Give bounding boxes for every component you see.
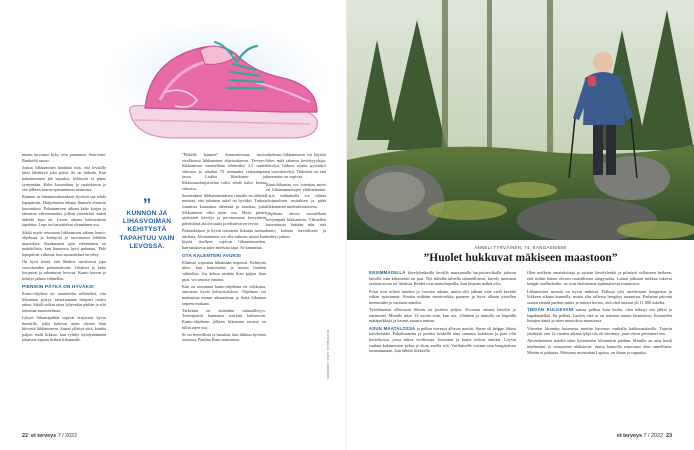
paragraph: Kun on seurannut kunto-ohjelmaa eri viikkoina, saavuttaa hyvät kehitystulokset. Ohjelmaa voi mukauttaa omaan aikatauluun ja lisätä liikuntaa tarpeen mukaan. (182, 283, 266, 306)
page-number: 23 (666, 433, 672, 439)
paragraph-text: ja pellon vieressä alkavat metsät. Sinne oli helppo lähteä kävelemään. Pukuhuonetta ja puiden keskellä aina samasta kohdasta ja pian olin kosteikossa, jossa näkee vesilintuja. Joutsenet ja kurjet tulivat tutuiksi. Löysin vanhan kalamiesten polun ja aloin astella sitä. Vaellukselle tosiaan sain hengityksen tasaantumaan, kun lähdin liikkeelle. (369, 325, 516, 354)
magazine-name: et terveys (31, 433, 57, 439)
forest-woman-image (347, 0, 694, 240)
paragraph (527, 307, 672, 324)
paragraph (369, 326, 516, 355)
paragraph: ohjelman liikkumiseen voi käyttää lähes mitä tahansa kestävyyslajia: kävelyä, hiihtoa, uintia, pyöräilyä tai sauvakävelyä. Tärkeintä on, että kuormitus on sopivaa. (266, 152, 326, 180)
paragraph-text: Olen melkein omaishoitaja ja ajoitan kävelylenkit ja pihatyöt sellaiseen hetkeen, että tiedän hänen olevan rauhallisena sängyssään. Laitan jalkaani mikkaa tukevat kengät vaelluslenkit, ne ovat ehdottomat epätasaisessa maastossa. (527, 270, 672, 287)
paragraph: Tärkeintä on kuitenkin säännöllisyys. Treenipäivät kannattaa merkitä kalenteriin. Kunto-ohjelman jälkeen liikunnan tavasta on tullut arjen osa. (182, 307, 266, 330)
right-page (347, 0, 694, 450)
lead-in: ENSIMMÄISILLÄ (369, 270, 406, 275)
paragraph (527, 270, 672, 287)
paragraph: Elimistö sopeutuu liikuntaan nopeasti. Kehitystä tulee, kun harjoittelua ja muuta lisätään vähitellen. Jos kehoa rasittaa liian paljon liian pian, voi seurata vamma. (182, 259, 266, 282)
pull-quote-text: KUNNON JA LIHASVOIMAN KEHITYSTÄ TAPAHTUU VAIN LEVOSSA. (119, 210, 175, 250)
paragraph (369, 270, 516, 287)
paragraph-text: Lähimetsien maasto on hyvin mäkistä. Polkuja ylös asteltessani hengästyn ja liikkeen aikana kunnolla, mutta alas tullessa hengitys tasaantuu. Parhaina päivinä saatan viettää parikin tuntia ja mittari kertoo, että olen ottanut yli 11 000 askelta. (527, 288, 672, 305)
paragraph-text: kävelylenkeillä kevällä muutamalla harjoitusviikolla jaksoin kävellä vain kilometrin tai pari. Nyt hiihdän talvella säännöllisesti, kävely metsässä rasittaa aivan eri lihaksia. Reidet ovat maitohapoilla, kun kiipeän mäkiä ylös. (369, 270, 516, 287)
paragraph-text: Työelämässä olleessani liikuin tai juoksin paljon. Koronan aikana kävelin jo enemmän. Minulle tulee 12 vuotta siitä, kun nyt, yllättäen ja minulla on häpeällä mätäpaikkoja ja kaunis maasto tuntuu. (369, 307, 516, 324)
paragraph: Kunnon ja liikuntavaikutuksen hyvästä saa tehdä lepopäivän. Harjoitusten aikana ihmisen elimistö kuormittuu. Palautumisen aikana keho korjaa ja rakentuu vahvemmaksi, jolloin ymmärtää, miten tärkeää lepo on. Levon aikana kehittymistä tapahtuu. Lepo on harjoittelun olennainen osa. (22, 194, 106, 228)
paragraph-text: samaa polkua kuin karhu, olen nähnyt sen jälkiä ja käpälänjälkiä. En pelkää. Luulen, että se on tottunut minun läsnäoloon. Kuuntelen lintujen ääniä ja näen muutoksia maastossa. (527, 307, 672, 324)
photo-caption: ANNELI TYRVÄINEN, 74, KANGASNIEMI (474, 245, 567, 250)
paragraph: Kuntoliikuntaa voi toteuttaa myös eri liikuntamuotojen yhdistelmänä. Lajia vaihtamalla voi välttää yksipuolisen rasituksen ja pitää liikkumisen mielenkiintoisena. (266, 181, 326, 209)
running-shoe-illustration (105, 20, 330, 155)
lead-in: ASUN MAATALOSSA (369, 325, 416, 331)
paragraph: Lyhyet liikuntapätkät sopivat erityisesti hyvin ihmisille, jotka kokevat arjen olevan liian kiireistä liikkumiseen. Saatat yllättyä siitä, kuinka paljon ehdit liikkua, kun ryhdyt hyödyntämään jokaisen vapaan hetken liikunnalle. (22, 315, 106, 343)
paragraph (369, 289, 516, 306)
paragraph: minen turvottaa kyky ovat paranneet, Saar-man-Bartholdi sanoo. (22, 152, 106, 163)
page-number: 22 (22, 433, 28, 439)
text-column-1 (369, 270, 516, 430)
subheading: PIENIKIN PÄTKÄ ON HYVÄKSI (22, 284, 94, 290)
paragraph: Ohjelman alussa suositellaan kevyempää liikkumista. Vähitellen kuormitusta lisätään niin, että kunto kohoaa turvallisesti ja kehitys jatkuu. (266, 211, 326, 239)
subheading: OTA KALENTERI AVUKSI (182, 253, 241, 259)
paragraph: Se on terveellistä ja hauskaa, kun liikkuu hyvässä seurassa, Paulina Husu muistuttaa. (182, 331, 266, 343)
paragraph: On hyvä tietää, että lihakset tarvitsevat jopa vuorokauden palautuakseen. Lihakset ja keho korjaavat ja rakentuvat levossa. Kunto kasvaa ja kehitys jatkuu vähitellen. (22, 259, 106, 281)
magazine-name: et terveys (616, 433, 643, 439)
text-column-1 (22, 152, 106, 424)
lead-in: TIEDÄN KULKEVANI (527, 307, 574, 312)
paragraph: Sikäli myös seurataan liikkumisen aikana kunto-ohjelmaa ja kehitystä ja tarvittaessa tehdään muutoksia. Kuukausien ajan eteneminen on mahdollista, kun kunnossa hyvä palautuu. Pidä lepopäivät viikossa, kun suunnitelma on tehty. (22, 229, 106, 257)
pull-quote (118, 195, 176, 251)
paragraph: Pitkäaikainen ja hyvin toteutettu liikunta tuottaa tuloksia. Aloittaminen voi olla vaikeaa, mutta kun löytää itselleen sopivan liikuntamuodon, harrastuksesta tulee mieluisa tapa. Se kannattaa. (182, 227, 266, 250)
shoe-icon (105, 20, 330, 155)
quote-mark-icon: ” (142, 195, 152, 214)
page-footer (22, 433, 77, 439)
paragraph: ”Pitkällä kunnon” kunnontestaan myös virallisessa liikkumisen ohjeistuksessa. Terveys-liikkumisen suositellaan tehtäväksi 2,5 tuntia viikossa ja ainakin 75 minuuttia raskaampaa tasoa. Lisäksi lihaskunto- ja liikkuvuusharjoittelua tulisi tehdä kaksi kertaa viikossa. (182, 152, 266, 191)
paragraph (527, 289, 672, 306)
paragraph-text: Ahvenlammen mäeltä näen kymmenen kilometrin päähän. Minulla on aina huoli miehestäni ja sotauutiset ahdistavat, mutta kannolla istuessani olen onnellinen. Mietän ei puhutaa. Maisema muistuttaa Lapista, on ilmaa ja vapautta. (527, 338, 672, 355)
issue-number: 7 / 2022 (643, 433, 663, 439)
paragraph: Joskus liikkuminen harahtaa niin, että levikille tulee lähdettyä joka päivä. Se on tärkeää. Kun palautuminen jää vajaaksi, kehitystä ei pääse syntymään. Keho kuormittuu jo rasituksesta ja sen jälkeen seuraa epäsuotuisaa muutosta. (22, 164, 106, 193)
paragraph-text: Viimeksi kiinnitin huomiota metsän kasvuun vanhalla hakkuuaukealla. Tajusin yhtäkkiä, että 12 vuoden aikana tyhjä tila oli hävinnyt, puut olivat peittäneet sen. (527, 325, 672, 337)
photo-credit: KUVA MAIJA-LIISA LINDROOS (326, 330, 330, 380)
paragraph (527, 338, 672, 355)
paragraph-text: Polut ovat tulleet tutuiksi jo vuosien aikana, mutta silti jalkani ovat vielä kevättä vähän epävarmat. Kesäin miltään moottorikka paranee ja hyvä alkaan pistellen menemään jo varmoin askelin. (369, 288, 516, 305)
issue-number: 7 / 2022 (57, 433, 78, 439)
forest-photo (347, 0, 694, 240)
paragraph: Kunto-ohjelma on suunniteltu sellaiseksi, että liikunnan pystyy sulauttamaan helposti osaksi arkea. Sikäli voikin ottaa lyhyenkin pätkän ja silti toteuttaa suunnitelmaa. (22, 291, 106, 313)
text-column-3 (266, 152, 326, 424)
paragraph (527, 326, 672, 337)
page-footer (617, 433, 672, 439)
article-title: ”Huolet hukkuvat mäkiseen maastoon” (423, 252, 618, 264)
paragraph (369, 307, 516, 324)
text-column-2 (182, 152, 266, 424)
paragraph: Suosituksen liikkumismäärien rinnalla on tärkeää muistaa, että jokainen askel on hyväksi. Turhaa istumista kannattaa vähentää ja tauottaa, jotta liikkuminen olisi arjen osa. Myös pienet ajoittaiset kävelyt ja porrasnousut kerryttävät päivittäistä aktiivisuutta ja edistävät terveyttä. (182, 192, 266, 226)
text-column-2 (527, 270, 672, 430)
